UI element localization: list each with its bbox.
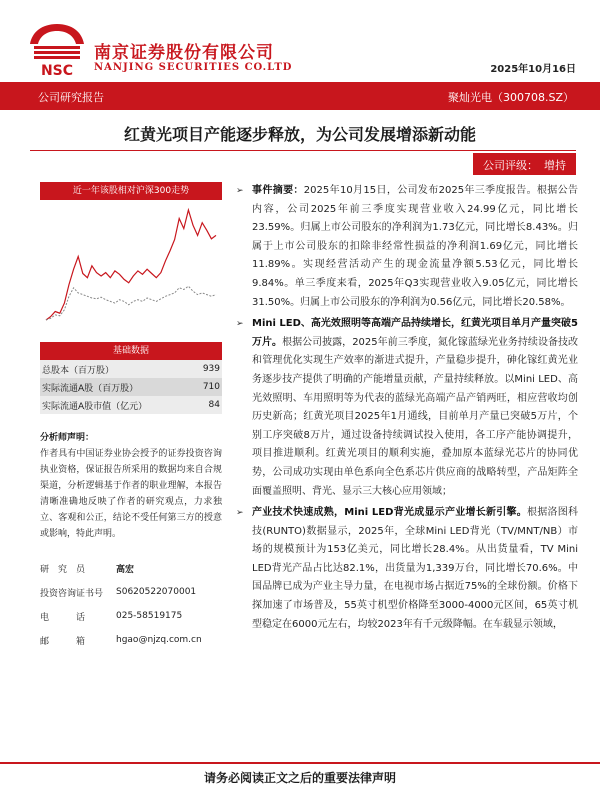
arrow-bullet-icon: ➢ (236, 508, 244, 519)
paragraph-lead: 产业技术快速成熟，Mini LED背光成显示产业增长新引擎。 (252, 507, 527, 519)
main-content (236, 182, 578, 637)
paragraph-lead: 事件摘要： (252, 185, 304, 196)
basic-data-value: 710 (192, 378, 222, 396)
basic-data-value: 84 (192, 396, 222, 414)
rating-label: 公司评级： (483, 159, 538, 172)
analyst-value: S0620522070001 (116, 587, 197, 597)
analyst-value: 025-58519175 (116, 611, 183, 621)
arrow-bullet-icon: ➢ (236, 319, 244, 330)
rating-value: 增持 (544, 159, 566, 172)
analyst-row (40, 556, 222, 580)
table-row (40, 396, 222, 414)
footer-divider (0, 762, 600, 764)
analyst-info (40, 556, 222, 652)
basic-data-value: 939 (192, 360, 222, 378)
chart-svg (40, 200, 222, 338)
report-type: 公司研究报告 (38, 91, 104, 104)
basic-data-label: 实际流通A股市值（亿元） (40, 396, 192, 414)
paragraph-event-summary (236, 182, 578, 312)
basic-data-title: 基础数据 (40, 342, 222, 360)
footer-legal-notice: 请务必阅读正文之后的重要法律声明 (203, 771, 396, 785)
table-row (40, 360, 222, 378)
paragraph-mini-led (236, 315, 578, 501)
disclaimer-text: 作者具有中国证券业协会授予的证券投资咨询执业资格，保证报告所采用的数据均来自合规渠道，分析逻辑基于作者的职业理解，本报告清晰准确地反映了作者的研究观点，力求独立、客观和公正，结论不受任何第三方的授意或影响，特此声明。 (40, 449, 222, 539)
header-bar (0, 82, 600, 110)
analyst-row (40, 604, 222, 628)
basic-data-label: 实际流通A股（百万股） (40, 378, 192, 396)
analyst-label: 投资咨询证书号 (40, 588, 104, 599)
table-row (40, 378, 222, 396)
report-title: 红黄光项目产能逐步释放，为公司发展增添新动能 (123, 125, 476, 144)
basic-data-label: 总股本（百万股） (40, 360, 192, 378)
analyst-email-link[interactable]: hgao@njzq.com.cn (116, 635, 202, 645)
analyst-label: 邮 箱 (40, 636, 86, 647)
chart-panel-title: 近一年该股相对沪深300走势 (40, 182, 222, 200)
basic-data-table (40, 360, 222, 414)
analyst-row (40, 628, 222, 652)
paragraph-industry (236, 504, 578, 634)
disclaimer-title: 分析师声明： (40, 433, 95, 443)
paragraph-text: 2025年10月15日，公司发布2025年三季度报告。根据公告内容，公司2025年前三季度实现营业收入24.99亿元，同比增长23.59%。归属上市公司股东的净利润为1.73亿元，同比增长8.43%。归属于上市公司股东的扣除非经常性损益的净利润1.69亿元，同比增长11.89%。实现经营活动产生的现金流量净额5.53亿元，同比增长9.84%。单三季度来看，2025年Q3实现营业收入9.05亿元，同比增长31.50%。归属上市公司股东的净利润为0.56亿元，同比增长20.58%。 (252, 185, 578, 308)
analyst-label: 研 究 员 (40, 564, 86, 575)
report-date: 2025年10月16日 (490, 64, 576, 75)
relative-performance-chart (40, 200, 222, 338)
paragraph-text: 根据洛图科技(RUNTO)数据显示，2025年，全球Mini LED背光（TV/MNT/NB）市场的规模预计为153亿美元，同比增长28.4%。从出货量看，TV Mini LED背光产品占比达82.1%，出货量为1,339万台，同比增长70.6%。中国品牌已成为产业主导力量，在电视市场占据近75%的全球份额。价格下探加速了市场普及，55英寸机型价格降至3000-4000元区间，65英寸机型稳定在6000元左右，均较2023年有千元级降幅。在车载显示领域， (252, 507, 578, 630)
logo-text: NSC (40, 63, 74, 78)
arrow-bullet-icon: ➢ (236, 186, 244, 196)
chart-series-line-1 (46, 210, 216, 320)
nsc-logo (24, 22, 90, 78)
analyst-value: 高宏 (116, 564, 135, 575)
stock-name: 聚灿光电（300708.SZ） (447, 91, 574, 104)
sidebar (40, 182, 222, 652)
analyst-disclaimer (40, 428, 222, 542)
paragraph-lead: Mini LED、高光效照明等高端产品持续增长，红黄光项目单月产量突破5万片。 (252, 318, 578, 348)
analyst-label: 电 话 (40, 612, 86, 623)
analyst-row (40, 580, 222, 604)
company-name-en: NANJING SECURITIES CO.LTD (94, 62, 293, 73)
company-name-cn: 南京证券股份有限公司 (94, 43, 274, 63)
chart-series-line-2 (46, 286, 216, 320)
rating-badge (473, 153, 576, 175)
title-divider (30, 150, 576, 151)
paragraph-text: 根据公司披露，2025年前三季度，氮化镓蓝绿光业务持续设备技改和管理优化实现生产效率的渐进式提升，产量稳步提升，砷化镓红黄光业务逐步技产提供了明确的产能增量贡献，产量持续释放。以Mini LED、高光效照明、车用照明等为代表的蓝绿光高端产品产销两旺，相应营收均创历史新高；红黄光项目2025年1月通线，目前单月产量已突破5万片，个别工序突破8万片，通过设备持续调试投入使用，各工序产能协调提升，项目推进顺利。红黄光项目的顺利实施，叠加原本蓝绿光芯片的协同优势，公司成功实现由单色系向全色系芯片供应商的战略转型，产品矩阵全面覆盖照明、背光、显示三大核心应用领域； (252, 336, 579, 497)
